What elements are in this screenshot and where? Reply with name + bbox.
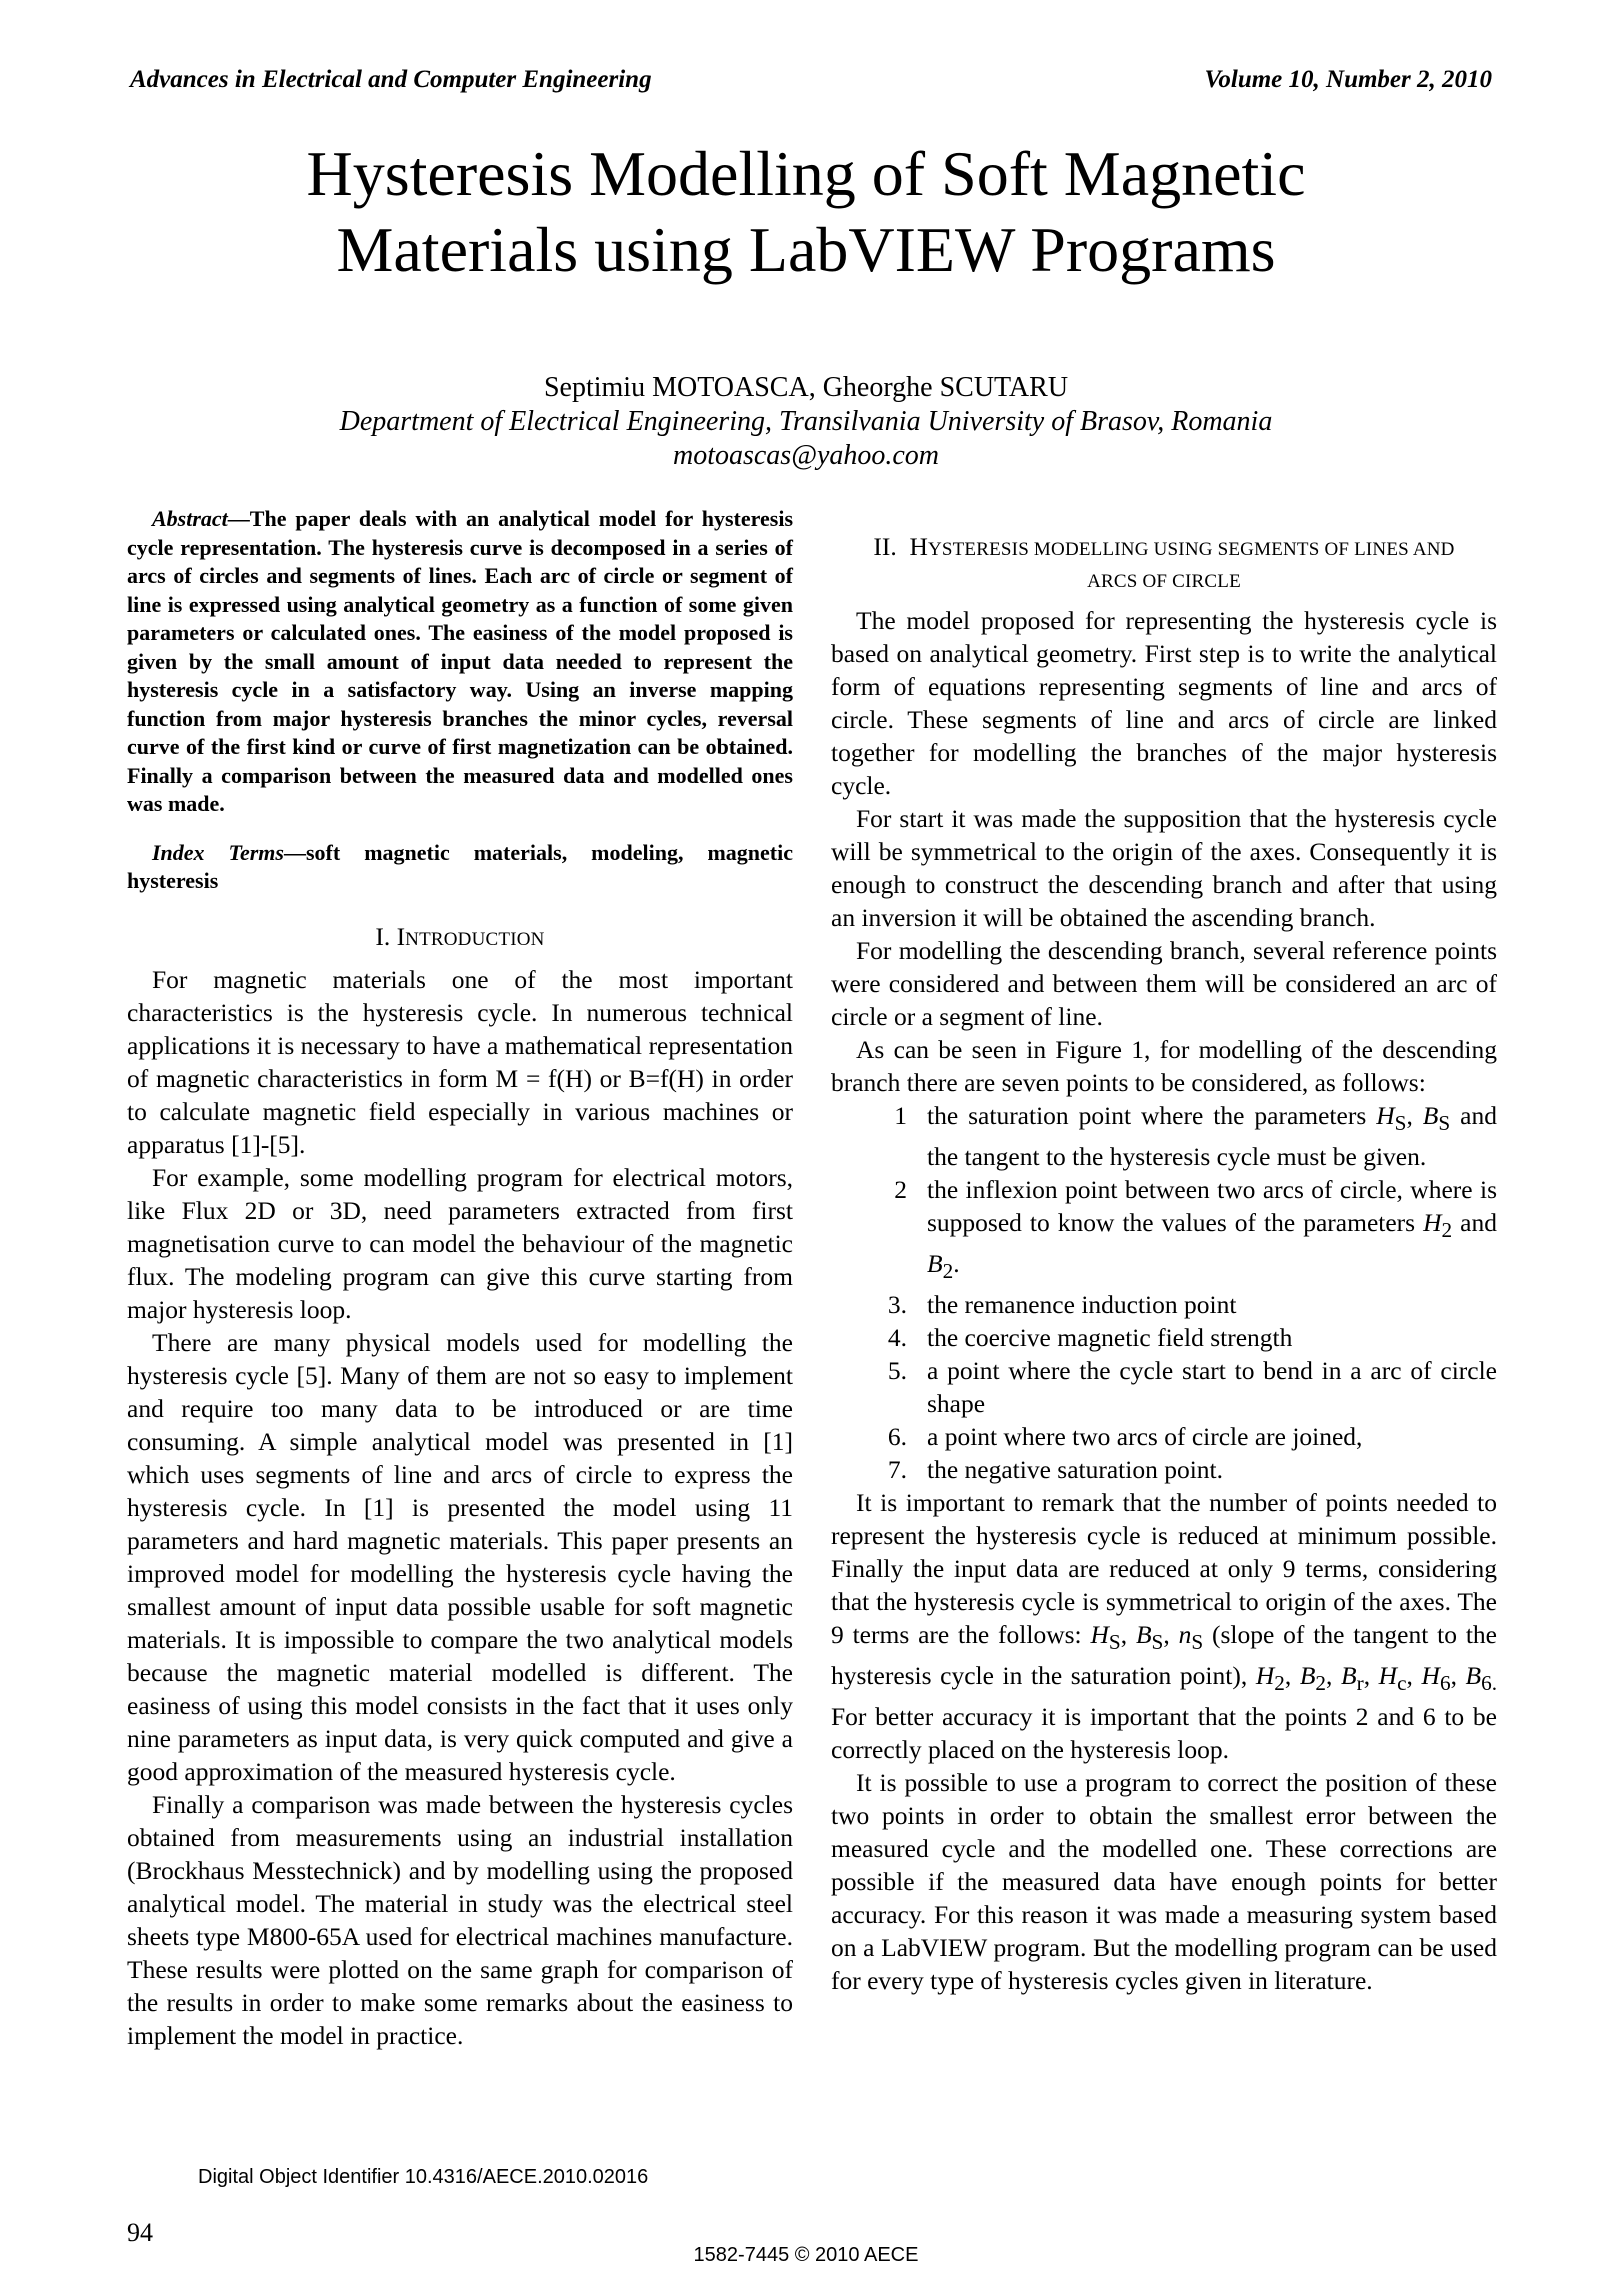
page-number: 94 bbox=[127, 2218, 153, 2247]
abstract-text: —The paper deals with an analytical model for hysteresis cycle representation. The hysteresis curve is decomposed in a series of arcs of circles and segments of lines. Each arc of circle or segment of line is expressed using analytical geometry as a function of some given parameters or calculated ones. The easiness of the model proposed is given by the small amount of input data needed to represent the hysteresis cycle in a satisfactory way. Using an inverse mapping function from major hysteresis branches the minor cycles, reversal curve of the first kind or curve of first magnetization can be obtained. Finally a comparison between the measured data and modelled ones was made. bbox=[127, 506, 793, 816]
list-item-number: 6. bbox=[887, 1422, 907, 1452]
journal-name: Advances in Electrical and Computer Engineering bbox=[130, 66, 652, 93]
left-column bbox=[127, 505, 793, 2052]
list-item bbox=[831, 1453, 1497, 1486]
section-2-initial: H bbox=[909, 532, 928, 561]
model-paragraph-1: The model proposed for representing the hysteresis cycle is based on analytical geometry. First step is to write the analytical form of equations representing segments of line and arcs of circle. These segments of line and arcs of circle are linked together for modelling the branches of the major hysteresis cycle. bbox=[831, 606, 1497, 800]
model-paragraph-5: It is important to remark that the number of points needed to represent the hysteresis cycle is reduced at minimum possible. Finally the input data are reduced at only 9 terms, considering that the hysteresis cycle is symmetrical to origin of the axes. The 9 terms are the follows: $H_S$, $B_S$, $n_S$ (slope of the tangent to the hysteresis cycle in the saturation point), $H_2$, $B_2$, $B_r$, $H_c$, $H_6$, $B_{6.}$ For better accuracy it is important that the points 2 and 6 to be correctly placed on the hysteresis loop. bbox=[831, 1488, 1498, 1765]
list-item-text: a point where the cycle start to bend in a arc of circle shape bbox=[927, 1356, 1497, 1419]
list-item bbox=[831, 1354, 1497, 1420]
issn-copyright: 1582-7445 © 2010 AECE bbox=[693, 2244, 919, 2266]
list-item-number: 7. bbox=[887, 1455, 907, 1485]
list-item bbox=[831, 1420, 1497, 1453]
list-item bbox=[831, 1099, 1497, 1173]
section-1-number: I. bbox=[375, 921, 391, 951]
list-item bbox=[831, 1321, 1497, 1354]
authors: Septimiu MOTOASCA, Gheorghe SCUTARU bbox=[543, 372, 1069, 403]
affiliation: Department of Electrical Engineering, Transilvania University of Brasov, Romania bbox=[339, 406, 1273, 437]
section-2-number: II. bbox=[873, 532, 897, 561]
list-item-text: the negative saturation point. bbox=[927, 1455, 1224, 1485]
title-line-2: Materials using LabVIEW Programs bbox=[336, 214, 1276, 285]
index-terms-text: —soft magnetic materials, modeling, magnetic hysteresis bbox=[127, 839, 793, 893]
list-item-number: 3. bbox=[887, 1290, 907, 1320]
abstract bbox=[127, 505, 793, 819]
doi-footnote: Digital Object Identifier 10.4316/AECE.2010.02016 bbox=[198, 2166, 649, 2188]
index-terms bbox=[127, 839, 793, 896]
reference-points-list bbox=[831, 1099, 1497, 1486]
model-paragraph-4: As can be seen in Figure 1, for modelling of the descending branch there are seven points to be considered, as follows: bbox=[831, 1035, 1497, 1097]
list-item bbox=[831, 1173, 1497, 1288]
intro-paragraph-1: For magnetic materials one of the most important characteristics is the hysteresis cycle. In numerous technical applications it is necessary to have a mathematical representation of magnetic characteristics in form M = f(H) or B=f(H) in order to calculate magnetic field especially in various machines or apparatus [1]-[5]. bbox=[127, 964, 793, 1159]
list-item-text: a point where two arcs of circle are joined, bbox=[927, 1422, 1363, 1452]
intro-paragraph-4: Finally a comparison was made between the hysteresis cycles obtained from measurements using an industrial installation (Brockhaus Messtechnick) and by modelling using the proposed analytical model. The material in study was the electrical steel sheets type M800-65A used for electrical machines manufacture. These results were plotted on the same graph for comparison of the results in order to make some remarks about the easiness to implement the model in practice. bbox=[127, 1789, 793, 2050]
list-item bbox=[831, 1288, 1497, 1321]
list-item-text: the inflexion point between two arcs of circle, where is supposed to know the values of the parameters $H_2$ and $B_2$. bbox=[927, 1175, 1497, 1284]
list-item-text: the remanence induction point bbox=[927, 1290, 1237, 1320]
section-1-title-rest: NTRODUCTION bbox=[405, 928, 545, 950]
author-email: motoascas@yahoo.com bbox=[672, 440, 940, 471]
section-1-initial: I bbox=[396, 921, 406, 951]
title-line-1: Hysteresis Modelling of Soft Magnetic bbox=[306, 138, 1306, 209]
model-paragraph-6: It is possible to use a program to correct the position of these two points in order to obtain the smallest error between the measured cycle and the modelled one. These corrections are possible if the measured data have enough points for better accuracy. For this reason it was made a measuring system based on a LabVIEW program. But the modelling program can be used for every type of hysteresis cycles given in literature. bbox=[831, 1768, 1497, 1996]
intro-paragraph-2: For example, some modelling program for electrical motors, like Flux 2D or 3D, need parameters extracted from first magnetisation curve to can model the behaviour of the magnetic flux. The modeling program can give this curve starting from major hysteresis loop. bbox=[127, 1162, 793, 1324]
right-column bbox=[831, 532, 1497, 1997]
list-item-number: 2 bbox=[894, 1175, 907, 1205]
paper-title bbox=[0, 136, 1612, 288]
list-item-number: 1 bbox=[894, 1101, 907, 1130]
model-paragraph-3: For modelling the descending branch, several reference points were considered and between them will be considered an arc of circle or a segment of line. bbox=[831, 936, 1497, 1031]
section-2-heading bbox=[831, 532, 1497, 596]
section-2-title-line-2: ARCS OF CIRCLE bbox=[1087, 571, 1241, 592]
list-item-text: the coercive magnetic field strength bbox=[927, 1323, 1293, 1353]
index-terms-lead: Index Terms bbox=[152, 839, 284, 865]
model-paragraph-2: For start it was made the supposition that the hysteresis cycle will be symmetrical to the origin of the axes. Consequently it is enough to construct the descending branch and after that using an inversion it will be obtained the ascending branch. bbox=[831, 804, 1497, 932]
list-item-number: 5. bbox=[887, 1356, 907, 1386]
volume-info: Volume 10, Number 2, 2010 bbox=[1204, 66, 1492, 93]
section-2-title-rest: YSTERESIS MODELLING USING SEGMENTS OF LINES AND bbox=[927, 539, 1455, 560]
section-1-heading bbox=[127, 922, 793, 955]
list-item-text: the saturation point where the parameters $H_S$, $B_S$ and the tangent to the hysteresis cycle must be given. bbox=[927, 1101, 1497, 1172]
abstract-lead: Abstract bbox=[152, 506, 228, 531]
list-item-number: 4. bbox=[887, 1323, 907, 1353]
intro-paragraph-3: There are many physical models used for modelling the hysteresis cycle [5]. Many of them are not so easy to implement and require too many data to be introduced or are time consuming. A simple analytical model was presented in [1] which uses segments of line and arcs of circle to express the hysteresis cycle. In [1] is presented the model using 11 parameters and hard magnetic materials. This paper presents an improved model for modelling the hysteresis cycle having the smallest amount of input data possible usable for soft magnetic materials. It is impossible to compare the two analytical models because the magnetic material modelled is different. The easiness of using this model consists in the fact that it uses only nine parameters as input data, is very quick computed and give a good approximation of the measured hysteresis cycle. bbox=[127, 1327, 793, 1786]
